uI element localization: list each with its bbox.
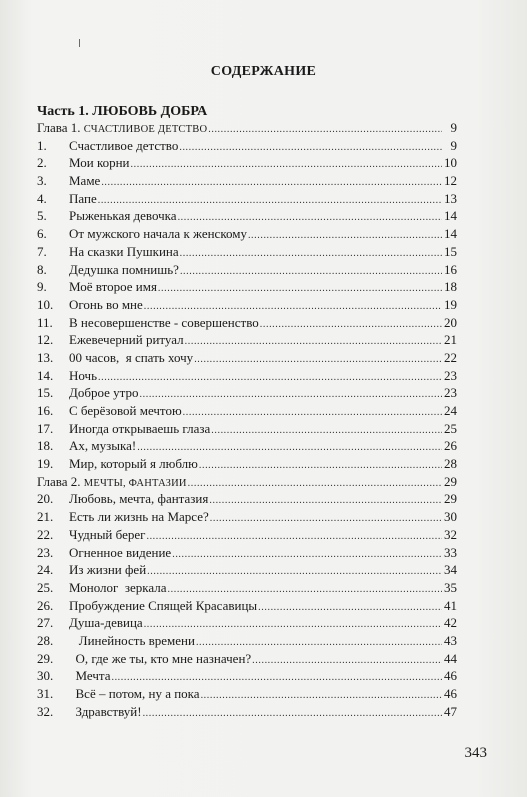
entry-page-number: 12 — [444, 173, 457, 189]
entry-title: От мужского начала к женскому — [69, 226, 247, 242]
dot-leader — [143, 705, 442, 723]
entry-title: Мир, который я люблю — [69, 456, 198, 472]
entry-page-number: 19 — [444, 296, 457, 312]
entry-number: 3. — [37, 173, 47, 189]
entry-page-number: 16 — [444, 261, 457, 277]
toc-entry-row — [37, 367, 457, 385]
entry-page-number: 24 — [444, 403, 457, 418]
entry-number: 29. — [37, 650, 54, 666]
dot-leader — [179, 139, 442, 157]
entry-title: Есть ли жизнь на Марсе? — [69, 509, 209, 525]
toc-entry-row — [37, 597, 457, 615]
dot-leader — [188, 475, 442, 493]
chapter-prefix: Глава 2. — [37, 473, 81, 489]
entry-title: Из жизни фей — [69, 562, 147, 578]
toc-entry-row — [37, 650, 457, 668]
entry-page-number: 44 — [444, 650, 457, 666]
entry-title: Мечта — [69, 668, 111, 684]
dot-leader — [172, 546, 442, 564]
toc-entry-row — [37, 632, 457, 650]
dot-leader — [210, 510, 442, 528]
entry-number: 22. — [37, 526, 54, 542]
toc-entry-row — [37, 561, 457, 579]
entry-page-number: 46 — [444, 668, 457, 684]
entry-number: 1. — [37, 137, 47, 153]
entry-title: Доброе утро — [69, 385, 139, 401]
entry-page-number: 43 — [444, 632, 457, 648]
entry-title: Ночь — [69, 367, 98, 383]
entry-page-number: 30 — [444, 509, 457, 525]
dot-leader — [180, 245, 442, 263]
dot-leader — [140, 386, 442, 404]
entry-title: В несовершенстве - совершенство — [69, 314, 259, 330]
part-heading: Часть 1. ЛЮБОВЬ ДОБРА — [37, 104, 208, 119]
toc-entry-row — [37, 172, 457, 190]
toc-entry-row — [37, 614, 457, 632]
entry-page-number: 22 — [444, 349, 457, 365]
toc-entry-row — [37, 314, 457, 332]
entry-title: Моё второе имя — [69, 279, 157, 295]
entry-title: Пробуждение Спящей Красавицы — [69, 597, 258, 613]
toc-entry-row — [37, 508, 457, 526]
entry-number: 11. — [37, 314, 53, 330]
toc-entry-row — [37, 437, 457, 455]
toc-entry-row — [37, 154, 457, 172]
page-number: 343 — [464, 745, 487, 761]
toc-entry-row — [37, 349, 457, 367]
toc-entry-row — [37, 579, 457, 597]
toc-entry-row — [37, 667, 457, 685]
entry-number: 14. — [37, 367, 54, 383]
chapter-name: МЕЧТЫ, ФАНТАЗИИ — [83, 477, 187, 489]
chapter-prefix: Глава 1. — [37, 120, 81, 135]
entry-title: Огонь во мне — [69, 296, 143, 312]
entry-number: 26. — [37, 597, 54, 613]
entry-title: Ах, музыка! — [69, 438, 137, 454]
toc-entry-row — [37, 261, 457, 279]
entry-page-number: 33 — [444, 544, 457, 560]
entry-title: 00 часов, я спать хочу — [69, 349, 194, 365]
entry-number: 15. — [37, 385, 54, 401]
dot-leader — [248, 227, 442, 245]
entry-title: С берёзовой мечтою — [69, 403, 182, 418]
entry-title: Линейность времени — [69, 632, 195, 648]
entry-page-number: 18 — [444, 279, 457, 295]
entry-page-number: 23 — [444, 385, 457, 401]
entry-page-number: 34 — [444, 562, 457, 578]
toc-entry-row — [37, 455, 457, 473]
entry-number: 5. — [37, 208, 47, 224]
entry-title: Монолог зеркала — [69, 579, 167, 595]
entry-number: 25. — [37, 579, 54, 595]
chapter-name: СЧАСТЛИВОЕ ДЕТСТВО — [83, 124, 208, 135]
entry-number: 20. — [37, 491, 54, 507]
entry-title: О, где же ты, кто мне назначен? — [69, 650, 252, 666]
entry-page-number: 32 — [444, 526, 457, 542]
toc-entry-row — [37, 331, 457, 349]
entry-number: 6. — [37, 226, 47, 242]
dot-leader — [199, 457, 442, 475]
entry-page-number: 14 — [444, 208, 457, 224]
entry-number: 27. — [37, 615, 54, 631]
page-title: СОДЕРЖАНИЕ — [210, 64, 317, 79]
dot-leader — [183, 404, 442, 422]
entry-number: 28. — [37, 632, 54, 648]
toc-entry-row — [37, 526, 457, 544]
entry-title: Рыженькая девочка — [69, 208, 177, 224]
entry-number: 19. — [37, 456, 54, 472]
entry-number: 17. — [37, 420, 54, 436]
dot-leader — [201, 687, 442, 705]
table-of-contents — [37, 119, 457, 720]
entry-number: 7. — [37, 243, 47, 259]
toc-entry-row — [37, 225, 457, 243]
entry-title: Всё – потом, ну а пока — [69, 686, 200, 701]
entry-number: 18. — [37, 438, 54, 454]
entry-page-number: 10 — [444, 155, 457, 171]
entry-number: 4. — [37, 190, 47, 206]
dot-leader — [211, 422, 442, 440]
toc-entry-row — [37, 703, 457, 721]
toc-entry-row — [37, 137, 457, 155]
entry-page-number: 25 — [444, 420, 457, 436]
entry-title: Любовь, мечта, фантазия — [69, 491, 209, 507]
entry-number: 31. — [37, 686, 54, 701]
toc-entry-row — [37, 207, 457, 225]
dot-leader — [146, 528, 442, 546]
entry-number: 13. — [37, 349, 54, 365]
entry-page-number: 46 — [444, 686, 457, 701]
entry-title: Ежевечерний ритуал — [69, 332, 184, 348]
entry-number: 30. — [37, 668, 54, 684]
entry-number: 10. — [37, 296, 54, 312]
toc-entry-row — [37, 402, 457, 420]
toc-entry-row — [37, 384, 457, 402]
dot-leader — [101, 174, 442, 192]
dot-leader — [258, 599, 442, 617]
dot-leader — [185, 333, 442, 351]
entry-page-number: 9 — [450, 120, 457, 135]
toc-entry-row — [37, 420, 457, 438]
entry-number: 21. — [37, 509, 54, 525]
entry-page-number: 35 — [444, 579, 457, 595]
entry-title: Счастливое детство — [69, 137, 179, 153]
entry-number: 32. — [37, 703, 54, 719]
entry-title: Мои корни — [69, 155, 130, 171]
entry-page-number: 42 — [444, 615, 457, 631]
entry-page-number: 15 — [444, 243, 457, 259]
dot-leader — [260, 316, 442, 334]
toc-entry-row — [37, 685, 457, 703]
entry-page-number: 29 — [444, 491, 457, 507]
entry-number: 8. — [37, 261, 47, 277]
toc-entry-row — [37, 190, 457, 208]
entry-title: Иногда открываешь глаза — [69, 420, 211, 436]
entry-page-number: 26 — [444, 438, 457, 454]
entry-title: Маме — [69, 173, 101, 189]
entry-page-number: 21 — [444, 332, 457, 348]
toc-chapter-row — [37, 119, 457, 137]
dot-leader — [252, 652, 442, 670]
entry-page-number: 41 — [444, 597, 457, 613]
entry-number: 12. — [37, 332, 54, 348]
toc-entry-row — [37, 296, 457, 314]
entry-title: Папе — [69, 190, 97, 206]
entry-title: Душа-девица — [69, 615, 143, 631]
dot-leader — [208, 121, 442, 139]
entry-number: 2. — [37, 155, 47, 171]
toc-entry-row — [37, 243, 457, 261]
entry-title: Чудный берег — [69, 526, 146, 542]
entry-title: Дедушка помнишь? — [69, 261, 179, 277]
entry-title: Огненное видение — [69, 544, 172, 560]
entry-page-number: 23 — [444, 367, 457, 383]
dot-leader — [147, 563, 442, 581]
entry-page-number: 20 — [444, 314, 457, 330]
dot-leader — [194, 351, 442, 369]
entry-number: 9. — [37, 279, 47, 295]
entry-page-number: 13 — [444, 190, 457, 206]
entry-page-number: 14 — [444, 226, 457, 242]
dot-leader — [158, 280, 442, 298]
entry-page-number: 29 — [444, 473, 457, 489]
entry-page-number: 28 — [444, 456, 457, 472]
toc-entry-row — [37, 544, 457, 562]
entry-page-number: 9 — [450, 137, 457, 153]
entry-title: Здравствуй! — [69, 703, 142, 719]
pencil-mark — [79, 39, 80, 47]
toc-chapter-row — [37, 473, 457, 491]
entry-number: 24. — [37, 562, 54, 578]
dot-leader — [209, 492, 442, 510]
toc-entry-row — [37, 278, 457, 296]
dot-leader — [98, 369, 442, 387]
toc-entry-row — [37, 490, 457, 508]
entry-title: На сказки Пушкина — [69, 243, 179, 259]
entry-page-number: 47 — [444, 703, 457, 719]
entry-number: 16. — [37, 403, 54, 418]
entry-number: 23. — [37, 544, 54, 560]
dot-leader — [131, 156, 442, 174]
dot-leader — [180, 263, 442, 281]
